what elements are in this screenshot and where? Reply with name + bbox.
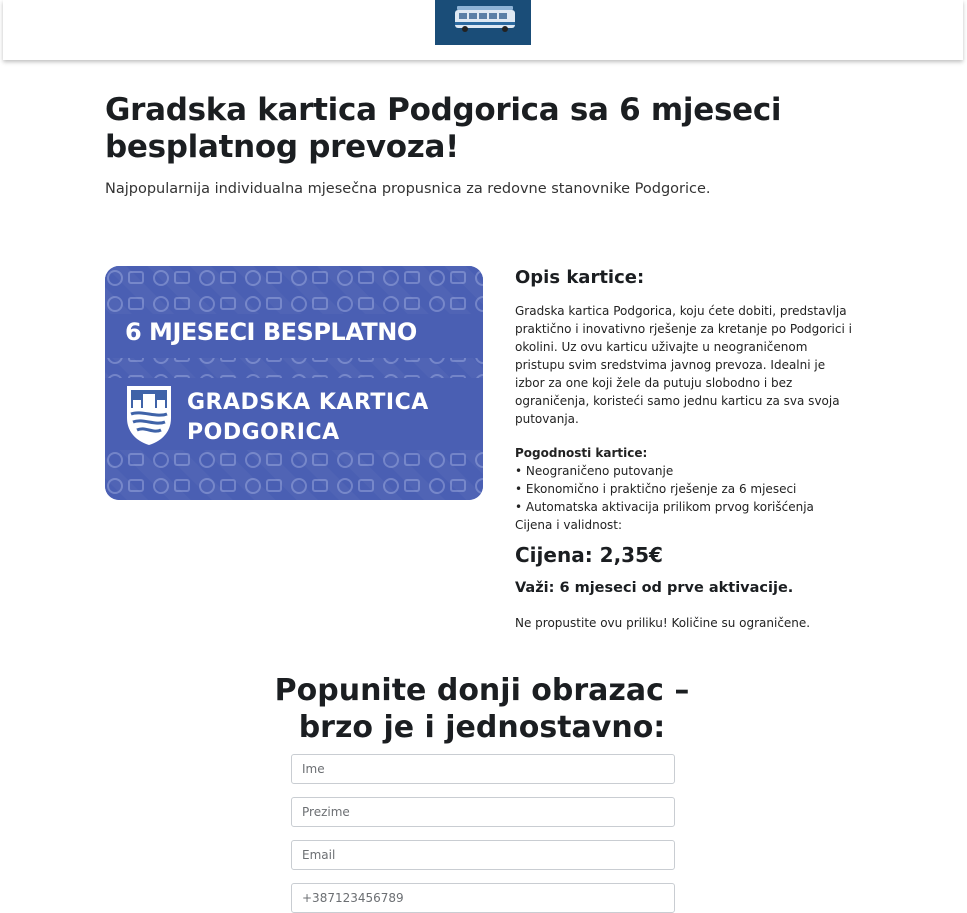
card-brand-line1: GRADSKA KARTICA xyxy=(187,390,429,415)
limited-note: Ne propustite ovu priliku! Količine su ograničene. xyxy=(515,616,811,630)
benefit-item: • Neograničeno putovanje xyxy=(515,464,674,478)
benefit-item: • Ekonomično i praktično rješenje za 6 mjeseci xyxy=(515,482,797,496)
benefit-item: • Automatska aktivacija prilikom prvog korišćenja xyxy=(515,500,814,514)
page-title: Gradska kartica Podgorica sa 6 mjeseci besplatnog prevoza! xyxy=(105,92,782,165)
bus-logo-icon[interactable] xyxy=(435,0,531,45)
site-header xyxy=(3,0,963,60)
form-title: Popunite donji obrazac – brzo je i jednostavno: xyxy=(274,673,690,745)
card-icon-pattern xyxy=(105,266,483,500)
page-subtitle: Najpopularnija individualna mjesečna propusnica za redovne stanovnike Podgorice. xyxy=(105,181,711,197)
last-name-input[interactable] xyxy=(291,797,675,827)
phone-input[interactable] xyxy=(291,883,675,913)
card-description xyxy=(515,266,855,632)
validity: Važi: 6 mjeseci od prve aktivacije. xyxy=(515,580,794,596)
benefits-title: Pogodnosti kartice: xyxy=(515,446,648,460)
description-heading: Opis kartice: xyxy=(515,267,645,288)
card-brand xyxy=(187,388,429,448)
podgorica-crest-icon xyxy=(125,384,173,446)
email-input[interactable] xyxy=(291,840,675,870)
card-promo-image xyxy=(105,266,483,500)
price-label: Cijena i validnost: xyxy=(515,518,623,532)
card-brand-line2: PODGORICA xyxy=(187,420,340,445)
price: Cijena: 2,35€ xyxy=(515,543,663,567)
benefits-list xyxy=(515,444,855,534)
description-body: Gradska kartica Podgorica, koju ćete dobiti, predstavlja praktično i inovativno rješenje za kretanje po Podgorici i okolini. Uz ovu karticu uživajte u neograničenom pristupu svim sredstvima javnog prevoza. Idealni je izbor za one koji žele da putuju slobodno i bez ograničenja, koristeći samo jednu karticu za sva svoja putovanja. xyxy=(515,304,852,426)
card-headline: 6 MJESECI BESPLATNO xyxy=(125,318,417,346)
first-name-input[interactable] xyxy=(291,754,675,784)
